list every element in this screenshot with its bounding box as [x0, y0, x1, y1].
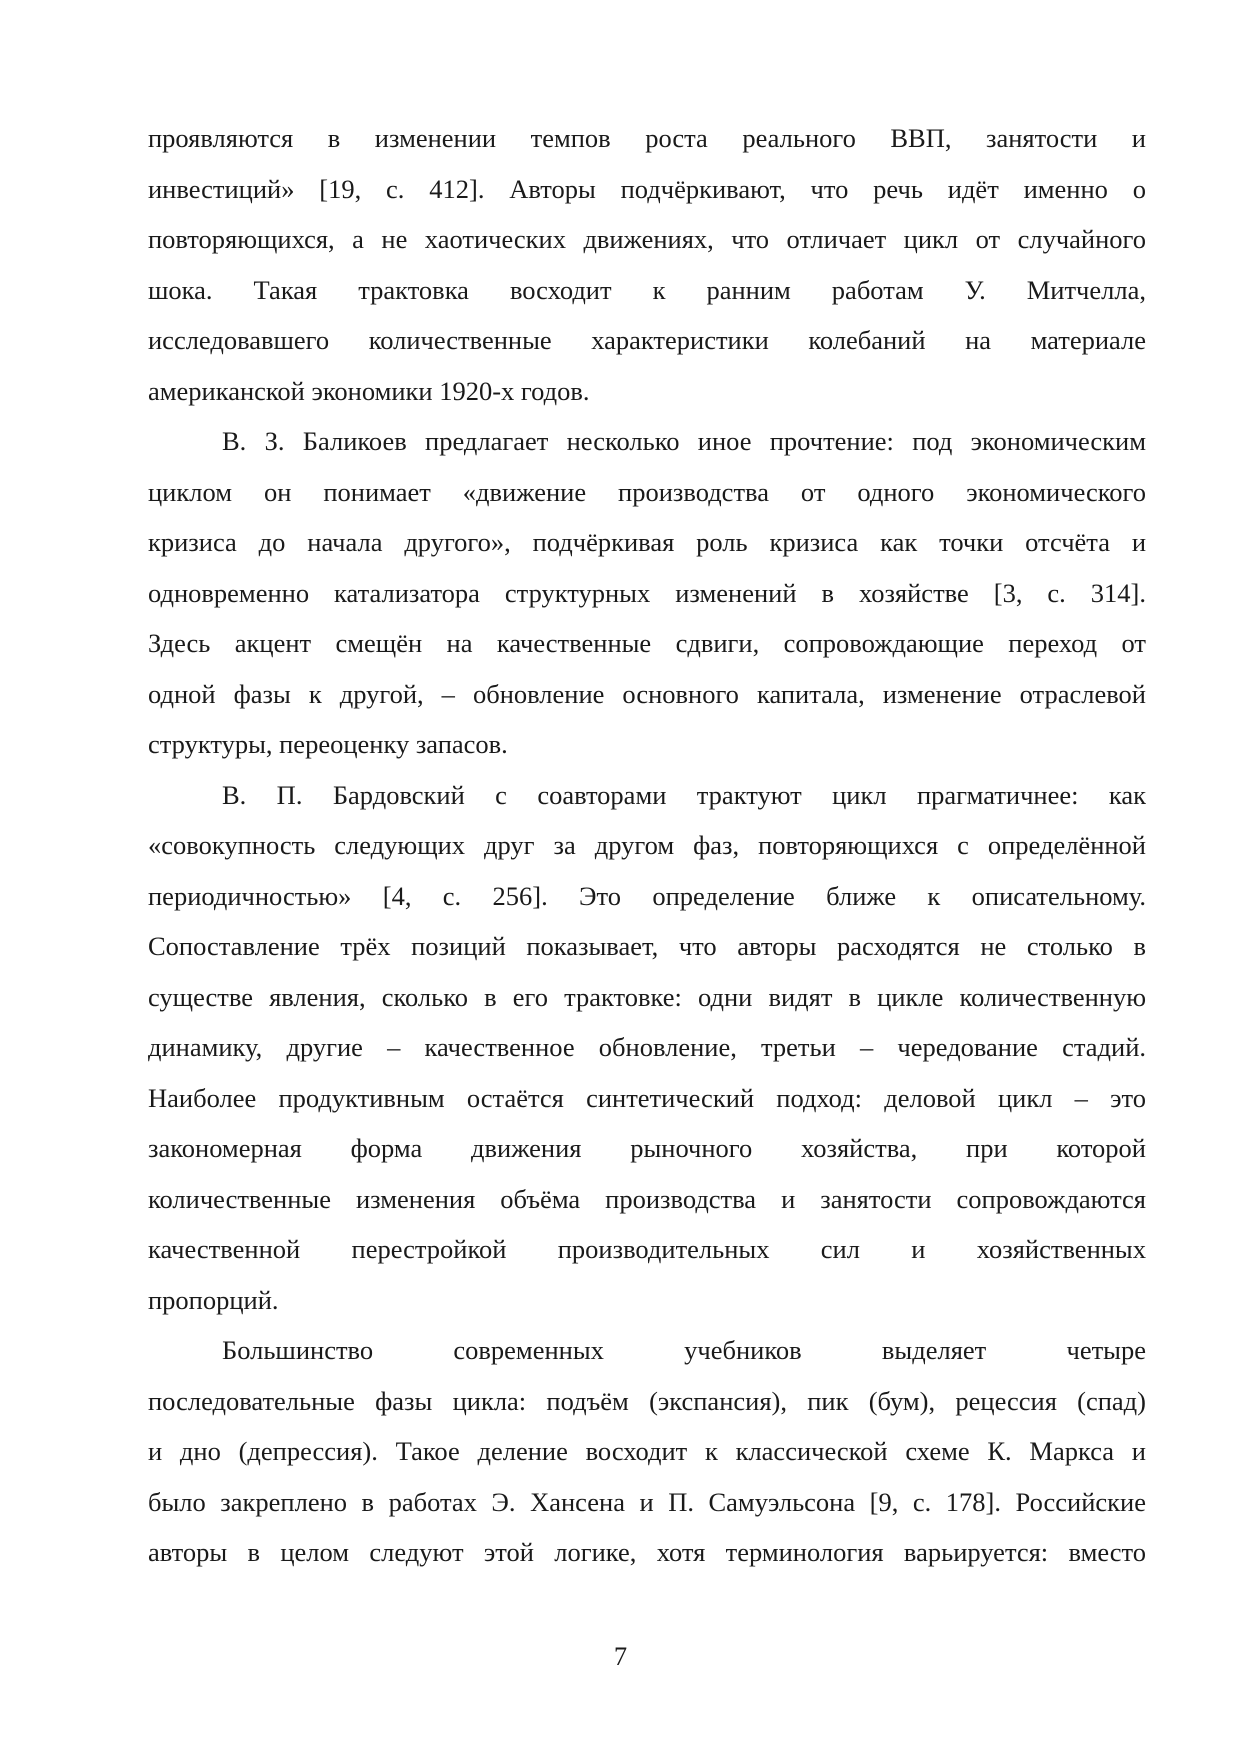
text-line: В. З. Баликоев предлагает несколько иное прочтение: под экономическим — [222, 426, 1146, 456]
text-line: качественной перестройкой производительных сил и хозяйственных — [148, 1234, 1146, 1264]
text-line: пропорций. — [148, 1284, 279, 1315]
text-line: закономерная форма движения рыночного хозяйства, при которой — [148, 1133, 1146, 1163]
text-line: последовательные фазы цикла: подъём (экспансия), пик (бум), рецессия (спад) — [148, 1385, 1146, 1416]
text-line: было закреплено в работах Э. Хансена и П. Самуэльсона [9, с. 178]. Российские — [148, 1486, 1146, 1517]
text-line: шока. Такая трактовка восходит к ранним работам У. Митчелла, — [148, 274, 1146, 305]
text-line: авторы в целом следуют этой логике, хотя терминология варьируется: вместо — [148, 1537, 1146, 1567]
paragraph-1 — [148, 113, 1146, 416]
text-line: инвестиций» [19, с. 412]. Авторы подчёркивают, что речь идёт именно о — [148, 173, 1146, 204]
paragraph-4 — [148, 1325, 1146, 1578]
text-line: динамику, другие – качественное обновление, третьи – чередование стадий. — [148, 1032, 1146, 1062]
text-line: Сопоставление трёх позиций показывает, что авторы расходятся не столько в — [148, 931, 1146, 961]
paragraph-2 — [148, 416, 1146, 770]
text-line: повторяющихся, а не хаотических движениях, что отличает цикл от случайного — [148, 224, 1146, 254]
text-line: проявляются в изменении темпов роста реального ВВП, занятости и — [148, 123, 1146, 153]
text-line: циклом он понимает «движение производства от одного экономического — [148, 476, 1146, 507]
page-number: 7 — [613, 1641, 628, 1671]
text-line: Здесь акцент смещён на качественные сдвиги, сопровождающие переход от — [148, 628, 1146, 658]
text-line: и дно (депрессия). Такое деление восходит к классической схеме К. Маркса и — [148, 1436, 1146, 1466]
paragraph-3 — [148, 770, 1146, 1326]
text-line: кризиса до начала другого», подчёркивая роль кризиса как точки отсчёта и — [148, 527, 1146, 557]
text-line: одновременно катализатора структурных изменений в хозяйстве [3, с. 314]. — [148, 577, 1146, 608]
text-line: периодичностью» [4, с. 256]. Это определение ближе к описательному. — [148, 880, 1146, 911]
text-line: одной фазы к другой, – обновление основного капитала, изменение отраслевой — [148, 678, 1146, 709]
text-line: исследовавшего количественные характеристики колебаний на материале — [148, 325, 1146, 355]
text-line: существе явления, сколько в его трактовке: одни видят в цикле количественную — [148, 981, 1146, 1012]
text-line: структуры, переоценку запасов. — [148, 729, 508, 759]
text-line: Большинство современных учебников выделяет четыре — [222, 1335, 1146, 1365]
document-body — [148, 113, 1146, 1578]
text-line: «совокупность следующих друг за другом фаз, повторяющихся с определённой — [148, 830, 1146, 860]
text-line: американской экономики 1920-х годов. — [148, 375, 590, 406]
text-line: В. П. Бардовский с соавторами трактуют цикл прагматичнее: как — [222, 779, 1146, 810]
text-line: Наиболее продуктивным остаётся синтетический подход: деловой цикл – это — [148, 1082, 1146, 1113]
text-line: количественные изменения объёма производства и занятости сопровождаются — [148, 1183, 1146, 1214]
